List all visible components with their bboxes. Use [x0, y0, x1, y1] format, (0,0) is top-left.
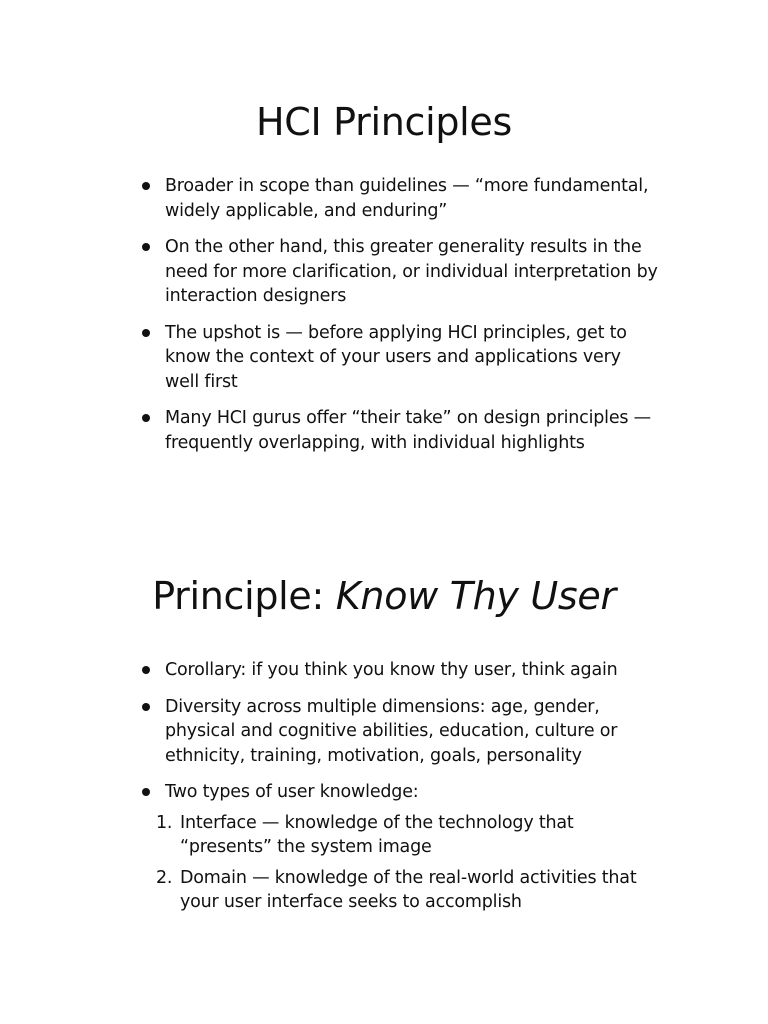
bullet-item: [140, 780, 660, 915]
bullet-icon: [142, 329, 150, 337]
item-number: 1.: [156, 812, 173, 833]
bullet-list: [140, 658, 660, 927]
bullet-item: [140, 406, 660, 455]
bullet-item: [140, 235, 660, 309]
item-text: Interface — knowledge of the technology that “presents” the system image: [180, 812, 574, 857]
bullet-icon: [142, 243, 150, 251]
slide-hci-principles: [0, 96, 768, 453]
numbered-list: [156, 811, 660, 915]
title-prefix: Principle:: [152, 574, 336, 618]
title-emphasis: Know Thy User: [335, 574, 616, 618]
numbered-item: [156, 866, 660, 915]
bullet-item: [140, 658, 660, 683]
bullet-text: On the other hand, this greater generality results in the need for more clarification, or individual interpretation by interaction designers: [165, 237, 658, 306]
bullet-text: The upshot is — before applying HCI principles, get to know the context of your users and applications very well first: [165, 322, 627, 392]
slide-title: [0, 570, 768, 622]
bullet-text: Corollary: if you think you know thy user, think again: [165, 660, 618, 680]
bullet-text: Broader in scope than guidelines — “more fundamental, widely applicable, and enduring”: [165, 176, 649, 221]
bullet-text: Many HCI gurus offer “their take” on design principles — frequently overlapping, with individual highlights: [165, 408, 651, 453]
bullet-icon: [142, 414, 150, 422]
bullet-text: Two types of user knowledge:: [165, 782, 419, 802]
bullet-icon: [142, 666, 150, 674]
slide-title: HCI Principles: [255, 100, 512, 144]
bullet-icon: [142, 703, 150, 711]
bullet-list: [140, 174, 660, 467]
bullet-text: Diversity across multiple dimensions: age, gender, physical and cognitive abilities, education, culture or ethnicity, training, motivation, goals, personality: [165, 696, 618, 766]
numbered-item: [156, 811, 660, 860]
slide-know-thy-user: [0, 570, 768, 912]
bullet-icon: [142, 788, 150, 796]
bullet-icon: [142, 182, 150, 190]
item-number: 2.: [156, 867, 173, 888]
bullet-item: [140, 174, 660, 223]
bullet-item: [140, 695, 660, 769]
item-text: Domain — knowledge of the real-world activities that your user interface seeks to accomplish: [180, 867, 637, 912]
bullet-item: [140, 321, 660, 395]
